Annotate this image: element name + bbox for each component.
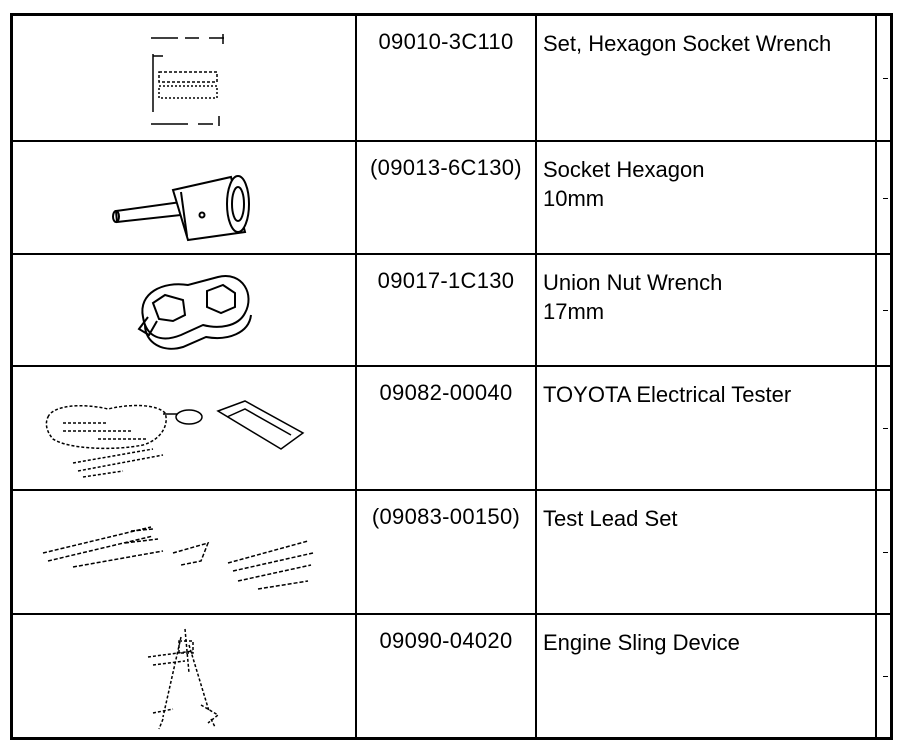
extra-column (877, 367, 890, 489)
tool-name-line: Union Nut Wrench (543, 270, 723, 295)
table-row (13, 367, 890, 491)
tool-name (537, 255, 877, 365)
part-number: (09083-00150) (357, 491, 537, 613)
illustration-cell (13, 615, 357, 737)
tool-name-line: TOYOTA Electrical Tester (543, 382, 792, 407)
tool-name (537, 367, 877, 489)
socket-wrench-set-icon (13, 16, 357, 140)
part-number: 09010-3C110 (357, 16, 537, 140)
test-lead-set-icon (13, 491, 357, 613)
extra-column (877, 142, 890, 253)
union-nut-wrench-icon (13, 255, 357, 365)
illustration-cell (13, 142, 357, 253)
hexagon-socket-icon (13, 142, 357, 253)
tool-table (10, 13, 893, 740)
dash-mark (883, 310, 888, 311)
table-row (13, 491, 890, 615)
tool-size-line: 17mm (543, 299, 605, 324)
tool-name-line: Test Lead Set (543, 506, 678, 531)
extra-column (877, 255, 890, 365)
tool-name-line: Socket Hexagon (543, 157, 705, 182)
dash-mark (883, 78, 888, 79)
dash-mark (883, 676, 888, 677)
dash-mark (883, 198, 888, 199)
dash-mark (883, 428, 888, 429)
extra-column (877, 615, 890, 737)
part-number: 09017-1C130 (357, 255, 537, 365)
tool-name (537, 615, 877, 737)
extra-column (877, 16, 890, 140)
tool-name-line: Set, Hexagon Socket Wrench (543, 31, 832, 56)
table-row (13, 16, 890, 142)
illustration-cell (13, 255, 357, 365)
electrical-tester-icon (13, 367, 357, 489)
table-row (13, 255, 890, 367)
tool-size-line: 10mm (543, 186, 605, 211)
dash-mark (883, 552, 888, 553)
illustration-cell (13, 491, 357, 613)
table-row (13, 615, 890, 737)
tool-name (537, 491, 877, 613)
table-row (13, 142, 890, 255)
extra-column (877, 491, 890, 613)
part-number: 09090-04020 (357, 615, 537, 737)
tool-name (537, 142, 877, 253)
illustration-cell (13, 16, 357, 140)
tool-name (537, 16, 877, 140)
tool-name-line: Engine Sling Device (543, 630, 740, 655)
part-number: 09082-00040 (357, 367, 537, 489)
engine-sling-icon (13, 615, 357, 737)
part-number: (09013-6C130) (357, 142, 537, 253)
illustration-cell (13, 367, 357, 489)
